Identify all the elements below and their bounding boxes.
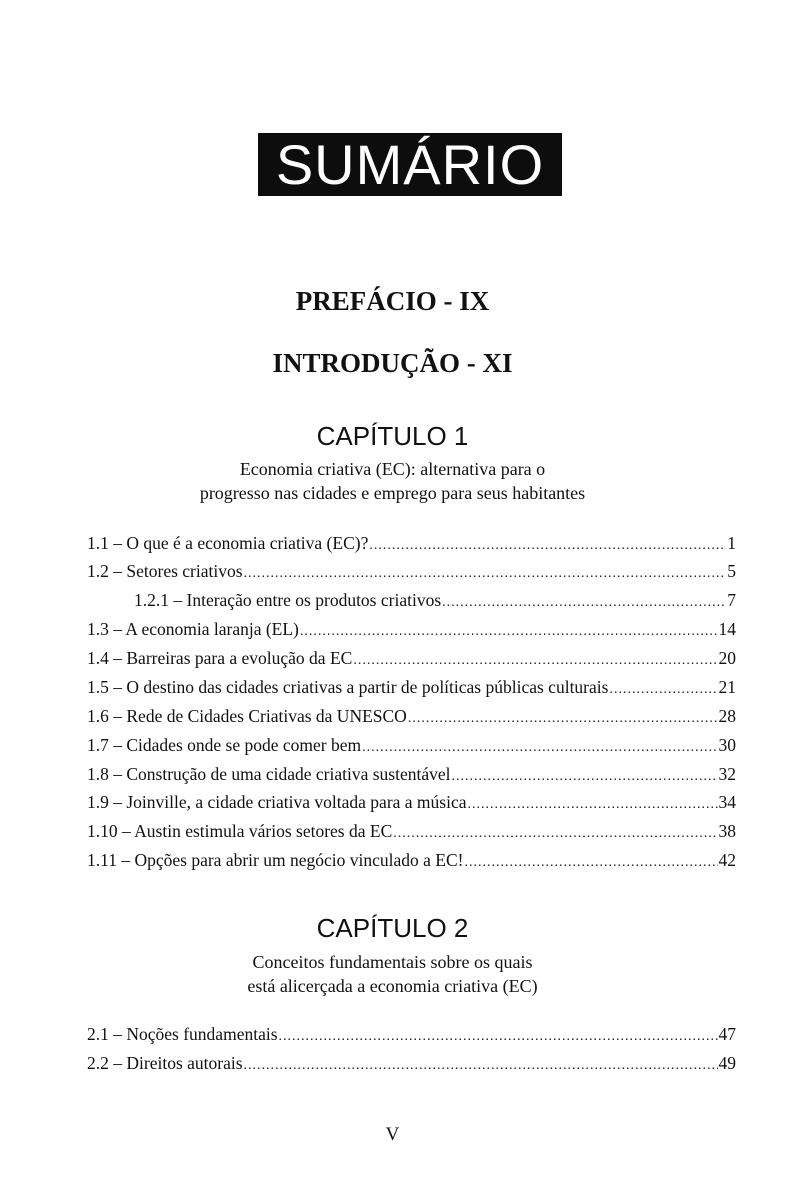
toc-entry-label: 1.7 – Cidades onde se pode comer bem (87, 735, 362, 755)
chapter-2-subtitle-line: Conceitos fundamentais sobre os quais (252, 952, 533, 972)
toc-entry-label: 1.6 – Rede de Cidades Criativas da UNESCO (87, 706, 407, 726)
toc-entry-label: 1.4 – Barreiras para a evolução da EC (87, 648, 353, 668)
toc-entry-label: 2.1 – Noções fundamentais (87, 1024, 278, 1044)
dot-leader (362, 736, 717, 760)
toc-entry-label: 1.11 – Opções para abrir um negócio vinculado a EC! (87, 850, 464, 870)
toc-entry[interactable] (87, 531, 736, 555)
dot-leader (468, 793, 718, 817)
toc-entry[interactable] (87, 1022, 736, 1046)
toc-entry-page: 42 (718, 850, 736, 870)
toc-entry-label: 1.2.1 – Interação entre os produtos criativos (134, 590, 442, 610)
toc-entry[interactable] (87, 704, 736, 728)
page-title: SUMÁRIO (258, 133, 562, 196)
toc-entry-label: 1.9 – Joinville, a cidade criativa voltada para a música (87, 792, 467, 812)
dot-leader (609, 678, 717, 702)
dot-leader (279, 1025, 718, 1049)
toc-entry[interactable] (87, 675, 736, 699)
toc-entry-label: 1.10 – Austin estimula vários setores da EC (87, 821, 393, 841)
page-number: V (385, 1124, 400, 1145)
toc-entry[interactable] (87, 819, 736, 843)
chapter-1-subtitle (0, 457, 785, 505)
toc-entry-page: 30 (718, 735, 736, 755)
dot-leader (369, 534, 726, 558)
chapter-1-subtitle-line: Economia criativa (EC): alternativa para o (239, 459, 546, 479)
toc-entry[interactable] (87, 559, 736, 583)
dot-leader (244, 562, 727, 586)
toc-entry-label: 1.2 – Setores criativos (87, 561, 243, 581)
toc-entry-page: 21 (718, 677, 736, 697)
chapter-2-subtitle (0, 950, 785, 998)
dot-leader (442, 591, 726, 615)
chapter-2-subtitle-line: está alicerçada a economia criativa (EC) (247, 976, 538, 996)
chapter-1-subtitle-line: progresso nas cidades e emprego para seus habitantes (199, 483, 586, 503)
toc-entry-page: 20 (718, 648, 736, 668)
toc-entry[interactable] (87, 733, 736, 757)
toc-entry-label: 1.8 – Construção de uma cidade criativa sustentável (87, 764, 451, 784)
toc-entry-page: 1 (727, 533, 736, 553)
toc-introduction[interactable]: INTRODUÇÃO - XI (272, 348, 513, 378)
toc-entry[interactable] (87, 790, 736, 814)
dot-leader (452, 765, 718, 789)
toc-preface[interactable]: PREFÁCIO - IX (295, 286, 490, 316)
toc-entry[interactable] (87, 1051, 736, 1075)
toc-entry-page: 28 (718, 706, 736, 726)
toc-entry-page: 38 (718, 821, 736, 841)
dot-leader (408, 707, 718, 731)
toc-entry-label: 1.5 – O destino das cidades criativas a partir de políticas públicas culturais (87, 677, 609, 697)
toc-entry-page: 47 (718, 1024, 736, 1044)
dot-leader (244, 1054, 718, 1078)
toc-entry-label: 1.1 – O que é a economia criativa (EC)? (87, 533, 369, 553)
dot-leader (300, 620, 718, 644)
toc-entry-page: 32 (718, 764, 736, 784)
toc-entry[interactable] (87, 848, 736, 872)
chapter-2-heading: CAPÍTULO 2 (316, 913, 469, 943)
toc-entry-label: 1.3 – A economia laranja (EL) (87, 619, 299, 639)
toc-entry[interactable] (87, 617, 736, 641)
toc-entry-page: 7 (727, 590, 736, 610)
dot-leader (393, 822, 717, 846)
toc-entry-page: 5 (727, 561, 736, 581)
toc-entry-page: 49 (718, 1053, 736, 1073)
toc-entry-label: 2.2 – Direitos autorais (87, 1053, 243, 1073)
toc-entry[interactable] (87, 646, 736, 670)
toc-entry[interactable] (87, 762, 736, 786)
dot-leader (464, 851, 717, 875)
dot-leader (353, 649, 717, 673)
toc-entry[interactable] (134, 588, 736, 612)
toc-entry-page: 14 (718, 619, 736, 639)
toc-entry-page: 34 (718, 792, 736, 812)
chapter-1-heading: CAPÍTULO 1 (316, 421, 469, 451)
